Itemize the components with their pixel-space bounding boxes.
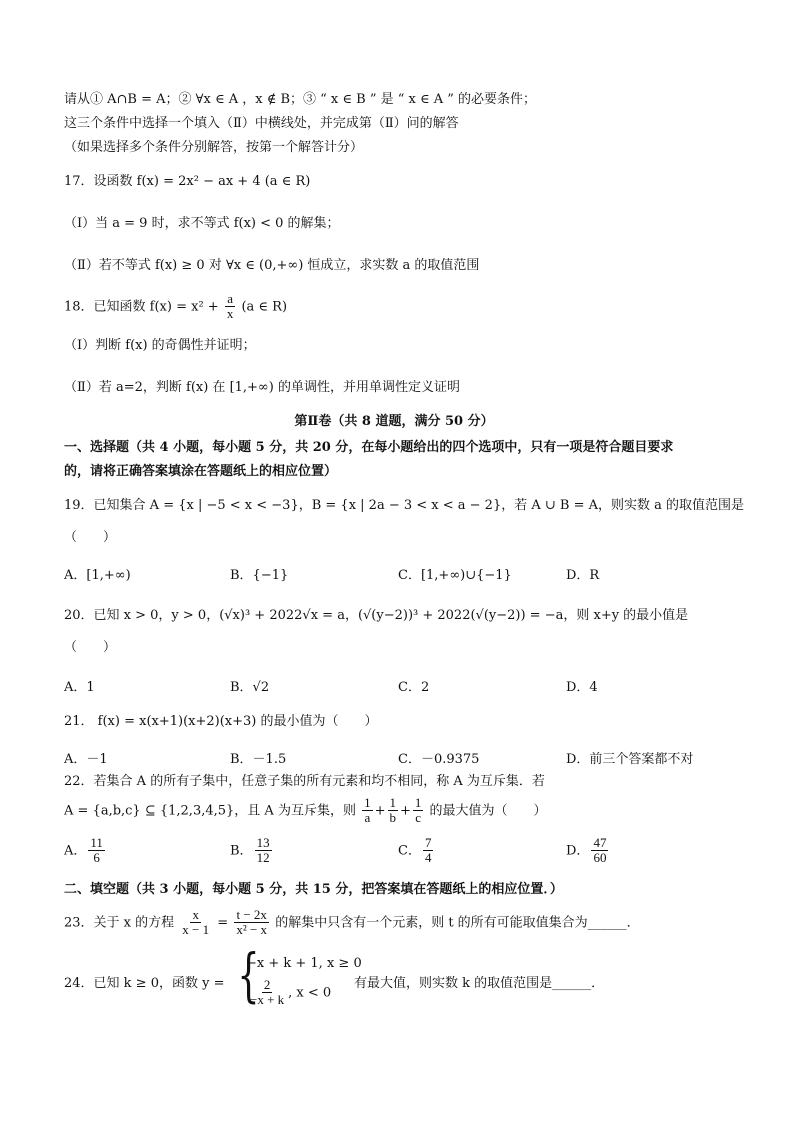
q22-option-d-den: 60: [593, 850, 607, 866]
q22-option-a-num: 11: [90, 835, 103, 850]
q20-option-a: A．1: [64, 680, 95, 695]
section2-part1-line2: 的，请将正确答案填涂在答题纸上的相应位置）: [64, 464, 338, 479]
q22-option-c-num: 7: [424, 835, 432, 850]
q22-stem: 22．若集合 A 的所有子集中，任意子集的所有元素和均不相同，称 A 为互斥集．若: [64, 774, 545, 789]
q18-fraction: [225, 292, 236, 322]
q19-stem: 19．已知集合 A = {x | −5 < x < −3}，B = {x | 2a − 3 < x < a − 2}，若 A ∪ B = A，则实数 a 的取值范围是: [64, 498, 745, 513]
q22-frac-a: [362, 796, 373, 826]
q17-stem: 17．设函数 f(x) = 2x² − ax + 4 (a ∈ R): [64, 174, 311, 189]
q24-case1: −x + k + 1, x ≥ 0: [246, 956, 362, 971]
section2-title: 第Ⅱ卷（共 8 道题，满分 50 分）: [294, 414, 494, 429]
q22-option-c-label: C．: [398, 843, 421, 859]
q24-case2: [246, 978, 331, 1008]
q18-stem: [64, 292, 287, 322]
q22-frac-b-den: b: [389, 810, 396, 826]
q22-line2: A = {a,b,c} ⊆ {1,2,3,4,5}，且 A 为互斥集，则 $\frac{1}{a}$ + $\frac{1}{b}$ + $\frac{1}{c}$ 的最大值为（ ）: [64, 795, 547, 826]
section2-part1-line1: 一、选择题（共 4 小题，每小题 5 分，共 20 分，在每小题给出的四个选项中，只有一项是符合题目要求: [64, 440, 674, 455]
q22-option-c: [398, 836, 435, 866]
q22-frac-b: [388, 796, 399, 826]
intro-line-2: 这三个条件中选择一个填入（Ⅱ）中横线处，并完成第（Ⅱ）问的解答: [64, 116, 459, 131]
q22-option-d-label: D．: [566, 843, 590, 859]
q23-frac-left-num: x: [192, 907, 199, 922]
q22-frac-a-den: a: [364, 810, 371, 826]
q21-stem: 21． f(x) = x(x+1)(x+2)(x+3) 的最小值为（ ）: [64, 714, 378, 729]
q23-frac-right: [234, 908, 269, 938]
q20-paren: （ ）: [64, 640, 117, 655]
q24-case2-den: −x + k: [250, 992, 285, 1008]
intro-line-3: （如果选择多个条件分别解答，按第一个解答计分）: [64, 140, 364, 155]
q20-option-d: D．4: [566, 680, 598, 695]
q17-part2: （Ⅱ）若不等式 f(x) ≥ 0 对 ∀x ∈ (0,+∞) 恒成立，求实数 a 的取值范围: [64, 258, 480, 273]
q22-option-d-num: 47: [593, 835, 607, 850]
q24-case2-frac: [248, 978, 286, 1008]
q19-option-d: D．R: [566, 568, 600, 583]
q22-option-a: [64, 836, 107, 866]
q24-case2-cond: , x < 0: [288, 985, 332, 1001]
q20-option-b: B．√2: [230, 680, 270, 695]
q22-frac-b-num: 1: [389, 795, 396, 810]
q22-frac-c: [413, 796, 424, 826]
q23-frac-right-num: t − 2x: [236, 907, 267, 922]
q23-frac-left: [180, 908, 211, 938]
q22-line2-pre: A = {a,b,c} ⊆ {1,2,3,4,5}，且 A 为互斥集，则: [64, 803, 356, 819]
q22-option-a-den: 6: [93, 850, 100, 866]
q24-post: 有最大值，则实数 k 的取值范围是______．: [354, 976, 605, 991]
intro-line-1: 请从① A∩B = A；② ∀x ∈ A ，x ∉ B；③ “ x ∈ B ” 是 “ x ∈ A ” 的必要条件；: [64, 92, 537, 107]
q19-option-a: A．[1,+∞): [64, 568, 131, 583]
q21-option-c: C．－0.9375: [398, 752, 480, 767]
q22-option-b: [230, 836, 274, 866]
q23-line: [64, 908, 640, 938]
q23-frac-left-den: x − 1: [182, 922, 210, 938]
q23-post: 的解集中只含有一个元素，则 t 的所有可能取值集合为______．: [275, 915, 640, 931]
q18-part1: （Ⅰ）判断 f(x) 的奇偶性并证明；: [64, 338, 256, 353]
q22-line2-post: 的最大值为（ ）: [429, 803, 547, 819]
q19-option-b: B．{−1}: [230, 568, 289, 583]
piecewise-brace: {: [237, 941, 260, 1009]
q19-option-c: C．[1,+∞)∪{−1}: [398, 568, 512, 583]
q18-stem-pre: 18．已知函数 f(x) = x² +: [64, 299, 219, 315]
q21-option-d: D．前三个答案都不对: [566, 752, 694, 767]
q22-frac-c-den: c: [415, 810, 422, 826]
q22-option-a-label: A．: [64, 843, 87, 859]
q20-stem: 20．已知 x > 0，y > 0，(√x)³ + 2022√x = a，(√(y−2))³ + 2022(√(y−2)) = −a，则 x+y 的最小值是: [64, 608, 689, 623]
q18-frac-num: a: [227, 291, 233, 306]
q17-part1: （Ⅰ）当 a = 9 时，求不等式 f(x) < 0 的解集；: [64, 216, 340, 231]
q23-equals: =: [217, 915, 229, 931]
q23-frac-right-den: x² − x: [236, 922, 268, 938]
section3-title: 二、填空题（共 3 小题，每小题 5 分，共 15 分，把答案填在答题纸上的相应位置．）: [64, 882, 563, 897]
q22-option-d: [566, 836, 610, 866]
q20-option-c: C．2: [398, 680, 430, 695]
q22-frac-c-num: 1: [414, 795, 422, 810]
q22-option-b-label: B．: [230, 843, 253, 859]
q22-option-b-num: 13: [256, 835, 270, 850]
q23-pre: 23．关于 x 的方程: [64, 915, 175, 931]
q18-part2: （Ⅱ）若 a=2，判断 f(x) 在 [1,+∞) 的单调性，并用单调性定义证明: [64, 380, 460, 395]
q22-frac-a-num: 1: [364, 795, 371, 810]
q21-option-a: A．－1: [64, 752, 108, 767]
q22-option-c-den: 4: [424, 850, 432, 866]
q21-option-b: B．－1.5: [230, 752, 287, 767]
q24-pre: 24．已知 k ≥ 0，函数 y =: [64, 976, 225, 991]
q24-case2-num: 2: [263, 977, 271, 992]
q22-option-b-den: 12: [256, 850, 270, 866]
q19-paren: （ ）: [64, 530, 117, 545]
q18-frac-den: x: [226, 306, 234, 322]
q18-stem-post: (a ∈ R): [241, 299, 288, 315]
